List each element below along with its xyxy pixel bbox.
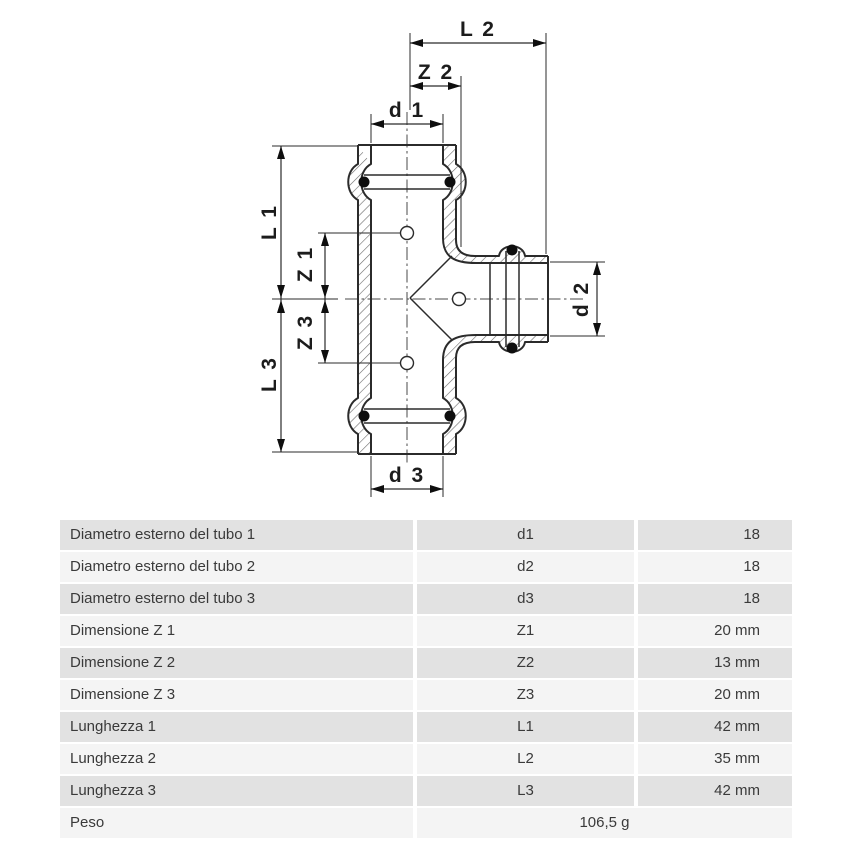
spec-code-cell: L3 <box>417 776 634 806</box>
witness-circle <box>401 227 414 240</box>
spec-code-cell: d3 <box>417 584 634 614</box>
spec-value-cell: 13 mm <box>638 648 792 678</box>
spec-value-cell: 35 mm <box>638 744 792 774</box>
spec-label-cell: Lunghezza 1 <box>60 712 413 742</box>
spec-label-cell: Peso <box>60 808 413 838</box>
dim-label-z3: Z 3 <box>294 313 317 351</box>
spec-value-cell-merged: 106,5 g <box>417 808 792 838</box>
o-ring-dot <box>507 343 518 354</box>
spec-value-cell: 20 mm <box>638 616 792 646</box>
o-ring-dot <box>445 177 456 188</box>
witness-circle <box>453 293 466 306</box>
table-row <box>60 712 792 742</box>
table-row <box>60 584 792 614</box>
spec-value-cell: 18 <box>638 552 792 582</box>
dim-label-d1: d 1 <box>388 99 426 122</box>
o-ring-dot <box>445 411 456 422</box>
table-row <box>60 552 792 582</box>
spec-value-cell: 18 <box>638 520 792 550</box>
spec-code-cell: d1 <box>417 520 634 550</box>
spec-code-cell: Z1 <box>417 616 634 646</box>
o-ring-dot <box>507 245 518 256</box>
spec-value-cell: 18 <box>638 584 792 614</box>
dim-label-l2: L 2 <box>460 18 496 41</box>
table-row <box>60 680 792 710</box>
dimension-lines <box>281 43 597 489</box>
table-row <box>60 744 792 774</box>
dim-label-z1: Z 1 <box>294 245 317 283</box>
o-ring-dot <box>359 177 370 188</box>
spec-label-cell: Lunghezza 3 <box>60 776 413 806</box>
spec-value-cell: 42 mm <box>638 712 792 742</box>
spec-code-cell: L2 <box>417 744 634 774</box>
spec-label-cell: Diametro esterno del tubo 2 <box>60 552 413 582</box>
table-row <box>60 520 792 550</box>
extension-lines <box>272 33 605 497</box>
table-row-weight <box>60 808 792 838</box>
witness-circle <box>401 357 414 370</box>
spec-table <box>60 520 792 838</box>
dim-label-l3: L 3 <box>258 356 281 392</box>
spec-code-cell: Z3 <box>417 680 634 710</box>
dim-label-z2: Z 2 <box>417 61 455 84</box>
dim-label-d2: d 2 <box>570 280 593 318</box>
spec-code-cell: Z2 <box>417 648 634 678</box>
spec-label-cell: Dimensione Z 1 <box>60 616 413 646</box>
spec-label-cell: Diametro esterno del tubo 1 <box>60 520 413 550</box>
spec-label-cell: Diametro esterno del tubo 3 <box>60 584 413 614</box>
table-row <box>60 776 792 806</box>
cone-edge-lower <box>410 298 452 340</box>
table-row <box>60 648 792 678</box>
spec-value-cell: 20 mm <box>638 680 792 710</box>
dim-label-d3: d 3 <box>388 464 426 487</box>
spec-label-cell: Lunghezza 2 <box>60 744 413 774</box>
table-row <box>60 616 792 646</box>
spec-code-cell: d2 <box>417 552 634 582</box>
spec-label-cell: Dimensione Z 3 <box>60 680 413 710</box>
spec-code-cell: L1 <box>417 712 634 742</box>
o-ring-dot <box>359 411 370 422</box>
spec-label-cell: Dimensione Z 2 <box>60 648 413 678</box>
dimension-labels <box>258 18 593 487</box>
spec-value-cell: 42 mm <box>638 776 792 806</box>
cone-edge-upper <box>410 256 452 298</box>
dim-label-l1: L 1 <box>258 204 281 240</box>
